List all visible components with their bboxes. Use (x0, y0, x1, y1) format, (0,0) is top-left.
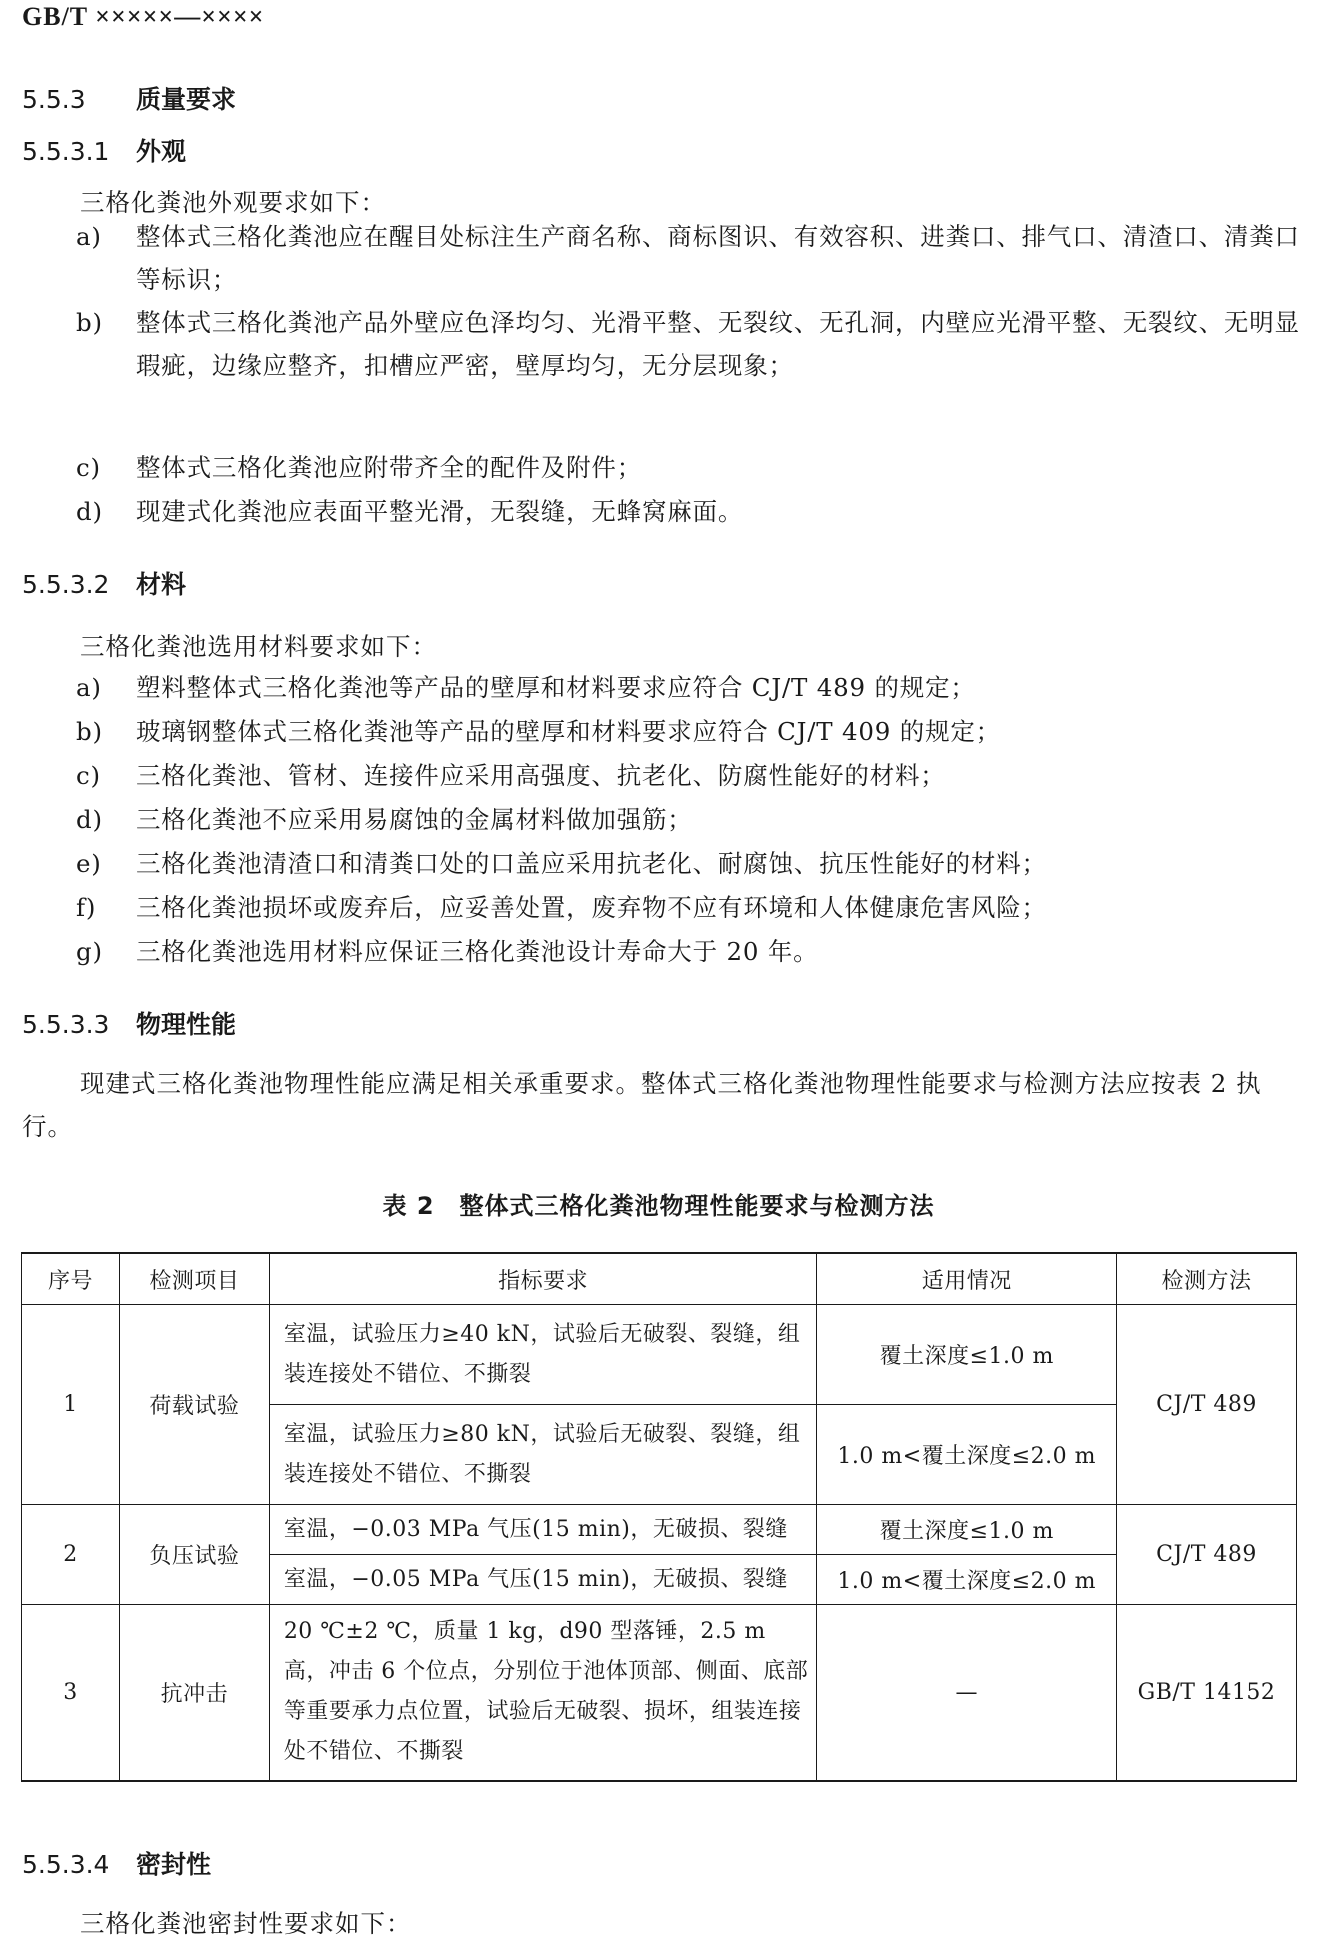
list-text: 三格化粪池清渣口和清粪口处的口盖应采用抗老化、耐腐蚀、抗压性能好的材料； (136, 849, 1047, 878)
test-method: CJ/T 489 (1117, 1505, 1297, 1605)
heading-5-5-3-4 (22, 1845, 211, 1881)
list-item (76, 798, 1306, 841)
requirement: 室温，试验压力≥80 kN，试验后无破裂、裂缝，组装连接处不错位、不撕裂 (269, 1405, 817, 1505)
physical-performance-paragraph: 现建式三格化粪池物理性能应满足相关承重要求。整体式三格化粪池物理性能要求与检测方法应按表 2 执行。 (22, 1069, 1262, 1141)
requirement: 室温，−0.03 MPa 气压(15 min)，无破损、裂缝 (269, 1505, 817, 1555)
list-text: 玻璃钢整体式三格化粪池等产品的壁厚和材料要求应符合 CJ/T 409 的规定； (136, 717, 1001, 746)
heading-5-5-3-3 (22, 1005, 236, 1041)
heading-title: 物理性能 (136, 1010, 237, 1039)
heading-title: 材料 (136, 570, 187, 599)
list-text: 整体式三格化粪池产品外壁应色泽均匀、光滑平整、无裂纹、无孔洞，内壁应光滑平整、无裂纹、无明显瑕疵，边缘应整齐，扣槽应严密，壁厚均匀，无分层现象； (136, 308, 1300, 380)
list-item (76, 666, 1306, 709)
list-marker: f) (76, 893, 97, 922)
table-row (22, 1505, 1297, 1555)
row-number: 1 (22, 1305, 120, 1505)
heading-number: 5.5.3.2 (22, 570, 110, 599)
condition: 1.0 m<覆土深度≤2.0 m (817, 1405, 1117, 1505)
list-text: 整体式三格化粪池应在醒目处标注生产商名称、商标图识、有效容积、进粪口、排气口、清渣口、清粪口等标识； (136, 222, 1300, 294)
column-header: 指标要求 (269, 1253, 817, 1305)
heading-5-5-3 (22, 80, 236, 116)
performance-table (21, 1252, 1297, 1782)
list-marker: e) (76, 849, 102, 878)
list-item (76, 886, 1306, 929)
list-text: 整体式三格化粪池应附带齐全的配件及附件； (136, 453, 642, 482)
column-header: 序号 (22, 1253, 120, 1305)
table-row (22, 1305, 1297, 1405)
table-header-row (22, 1253, 1297, 1305)
column-header: 检测方法 (1117, 1253, 1297, 1305)
requirement: 室温，−0.05 MPa 气压(15 min)，无破损、裂缝 (269, 1555, 817, 1605)
table-row (22, 1605, 1297, 1781)
list-text: 三格化粪池不应采用易腐蚀的金属材料做加强筋； (136, 805, 693, 834)
list-marker: b) (76, 717, 103, 746)
heading-title: 密封性 (136, 1850, 212, 1879)
heading-number: 5.5.3 (22, 85, 86, 114)
condition: 1.0 m<覆土深度≤2.0 m (817, 1555, 1117, 1605)
list-marker: a) (76, 222, 102, 251)
column-header: 检测项目 (119, 1253, 269, 1305)
sealing-intro: 三格化粪池密封性要求如下： (80, 1909, 412, 1938)
test-item: 负压试验 (119, 1505, 269, 1605)
test-method: GB/T 14152 (1117, 1605, 1297, 1781)
heading-number: 5.5.3.3 (22, 1010, 110, 1039)
list-marker: c) (76, 453, 101, 482)
list-item (76, 754, 1306, 797)
list-marker: b) (76, 308, 103, 337)
list-text: 三格化粪池、管材、连接件应采用高强度、抗老化、防腐性能好的材料； (136, 761, 946, 790)
list-text: 塑料整体式三格化粪池等产品的壁厚和材料要求应符合 CJ/T 489 的规定； (136, 673, 976, 702)
condition: 覆土深度≤1.0 m (817, 1305, 1117, 1405)
list-marker: g) (76, 937, 103, 966)
appearance-intro: 三格化粪池外观要求如下： (80, 188, 386, 217)
list-item (76, 842, 1306, 885)
standard-code: GB/T ×××××—×××× (22, 2, 265, 31)
test-item: 抗冲击 (119, 1605, 269, 1781)
list-item (76, 446, 1306, 489)
heading-5-5-3-2 (22, 565, 186, 601)
column-header: 适用情况 (817, 1253, 1117, 1305)
heading-number: 5.5.3.4 (22, 1850, 110, 1879)
heading-number: 5.5.3.1 (22, 137, 110, 166)
materials-intro: 三格化粪池选用材料要求如下： (80, 632, 437, 661)
heading-title: 质量要求 (136, 85, 237, 114)
requirement: 室温，试验压力≥40 kN，试验后无破裂、裂缝，组装连接处不错位、不撕裂 (269, 1305, 817, 1405)
row-number: 2 (22, 1505, 120, 1605)
row-number: 3 (22, 1605, 120, 1781)
list-text: 三格化粪池选用材料应保证三格化粪池设计寿命大于 20 年。 (136, 937, 819, 966)
heading-5-5-3-1 (22, 132, 186, 168)
list-marker: c) (76, 761, 101, 790)
test-item: 荷载试验 (119, 1305, 269, 1505)
list-text: 三格化粪池损坏或废弃后，应妥善处置，废弃物不应有环境和人体健康危害风险； (136, 893, 1047, 922)
list-item (76, 710, 1306, 753)
list-marker: d) (76, 805, 103, 834)
list-item (76, 930, 1306, 973)
test-method: CJ/T 489 (1117, 1305, 1297, 1505)
condition: — (817, 1605, 1117, 1781)
table-title: 表 2 整体式三格化粪池物理性能要求与检测方法 (382, 1192, 935, 1220)
list-item (76, 490, 1306, 533)
condition: 覆土深度≤1.0 m (817, 1505, 1117, 1555)
list-marker: d) (76, 497, 103, 526)
list-text: 现建式化粪池应表面平整光滑，无裂缝，无蜂窝麻面。 (136, 497, 744, 526)
list-marker: a) (76, 673, 102, 702)
list-item (76, 215, 1306, 301)
requirement: 20 ℃±2 ℃，质量 1 kg，d90 型落锤，2.5 m 高，冲击 6 个位点，分别位于池体顶部、侧面、底部等重要承力点位置，试验后无破裂、损坏，组装连接处不错位、不撕裂 (269, 1605, 817, 1781)
list-item (76, 301, 1306, 387)
heading-title: 外观 (136, 137, 187, 166)
